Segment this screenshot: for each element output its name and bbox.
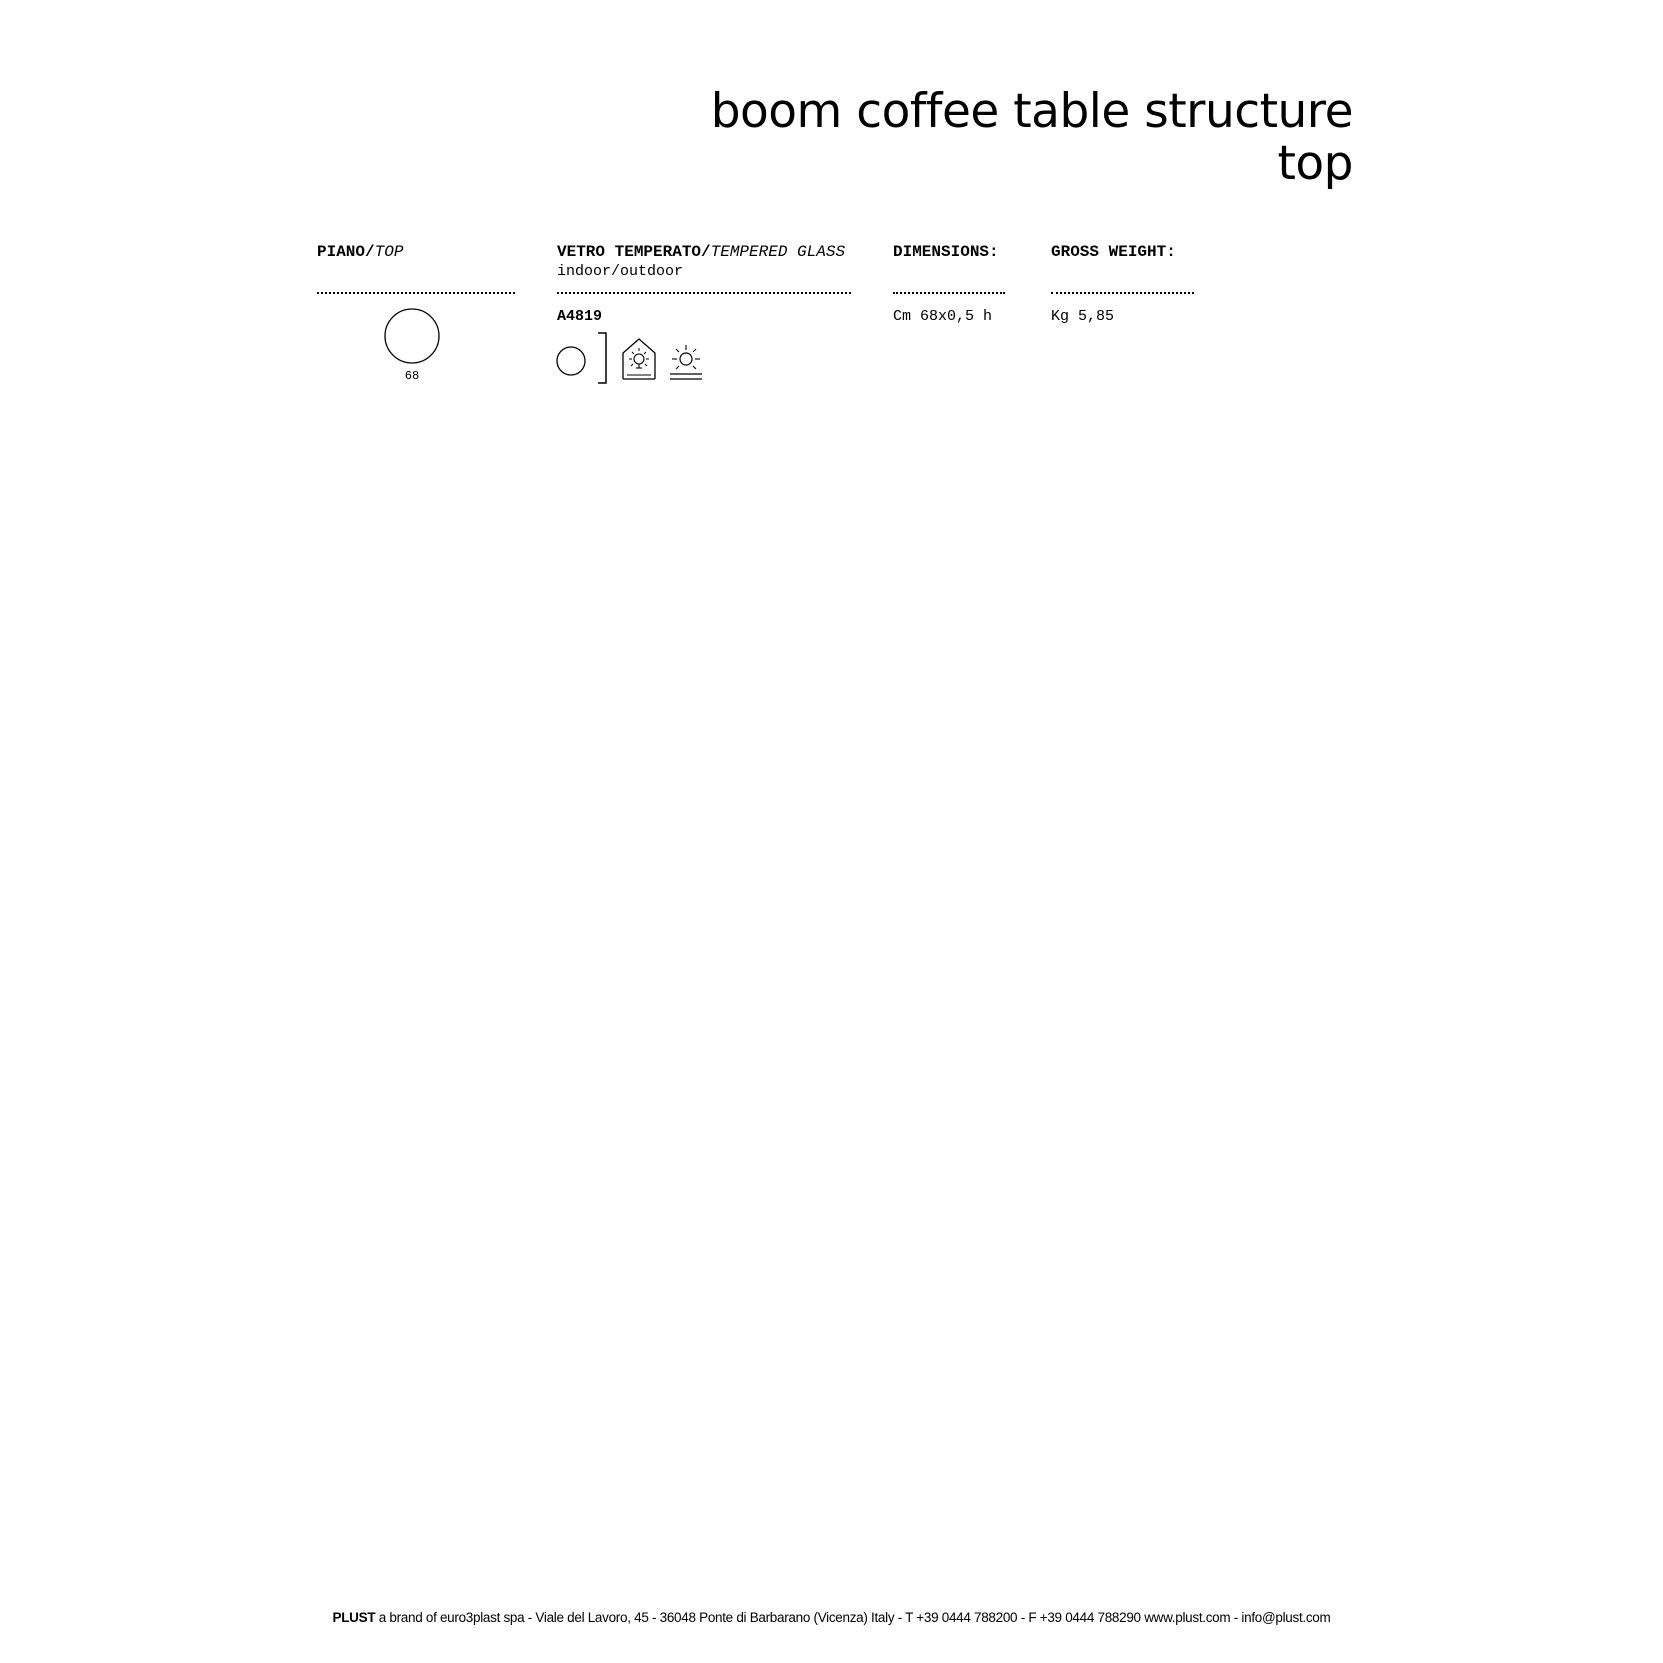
piano-label-italic: TOP [374,243,404,261]
piano-column [317,242,403,262]
weight-divider [1051,292,1194,294]
material-heading [557,242,845,262]
indoor-lamp-icon [621,337,657,381]
product-code: A4819 [557,308,603,325]
material-column [557,242,845,282]
title-line-1: boom coffee table structure [710,84,1353,139]
usage-label: indoor/outdoor [557,263,684,280]
title-line-2: top [1277,136,1353,191]
material-label: VETRO TEMPERATO/ [557,243,711,261]
round-top-shape-icon [384,308,440,364]
piano-label: PIANO/ [317,243,375,261]
dimensions-value: Cm 68x0,5 h [893,308,993,325]
footer-text: a brand of euro3plast spa - Viale del Lavoro, 45 - 36048 Ponte di Barbarano (Vicenza) Italy - T +39 0444 788200 - F +39 0444 788290 www.plust.com - info@plust.com [375,1610,1331,1625]
dimensions-divider [893,292,1005,294]
footer-brand: PLUST [332,1610,376,1625]
piano-divider [317,292,515,294]
weight-value: Kg 5,85 [1051,308,1115,325]
shape-dimension-label: 68 [404,369,420,383]
bracket-icon [596,332,610,384]
piano-heading [317,242,403,262]
material-divider [557,292,851,294]
material-label-italic: TEMPERED GLASS [710,243,846,261]
footer [0,1610,1663,1625]
dimensions-column [893,242,999,262]
weight-column [1051,242,1176,262]
page-title [711,86,1353,190]
dimensions-heading: DIMENSIONS: [893,243,999,261]
weight-heading: GROSS WEIGHT: [1051,243,1176,261]
outdoor-sun-icon [668,343,704,381]
round-shape-icon [555,345,587,377]
